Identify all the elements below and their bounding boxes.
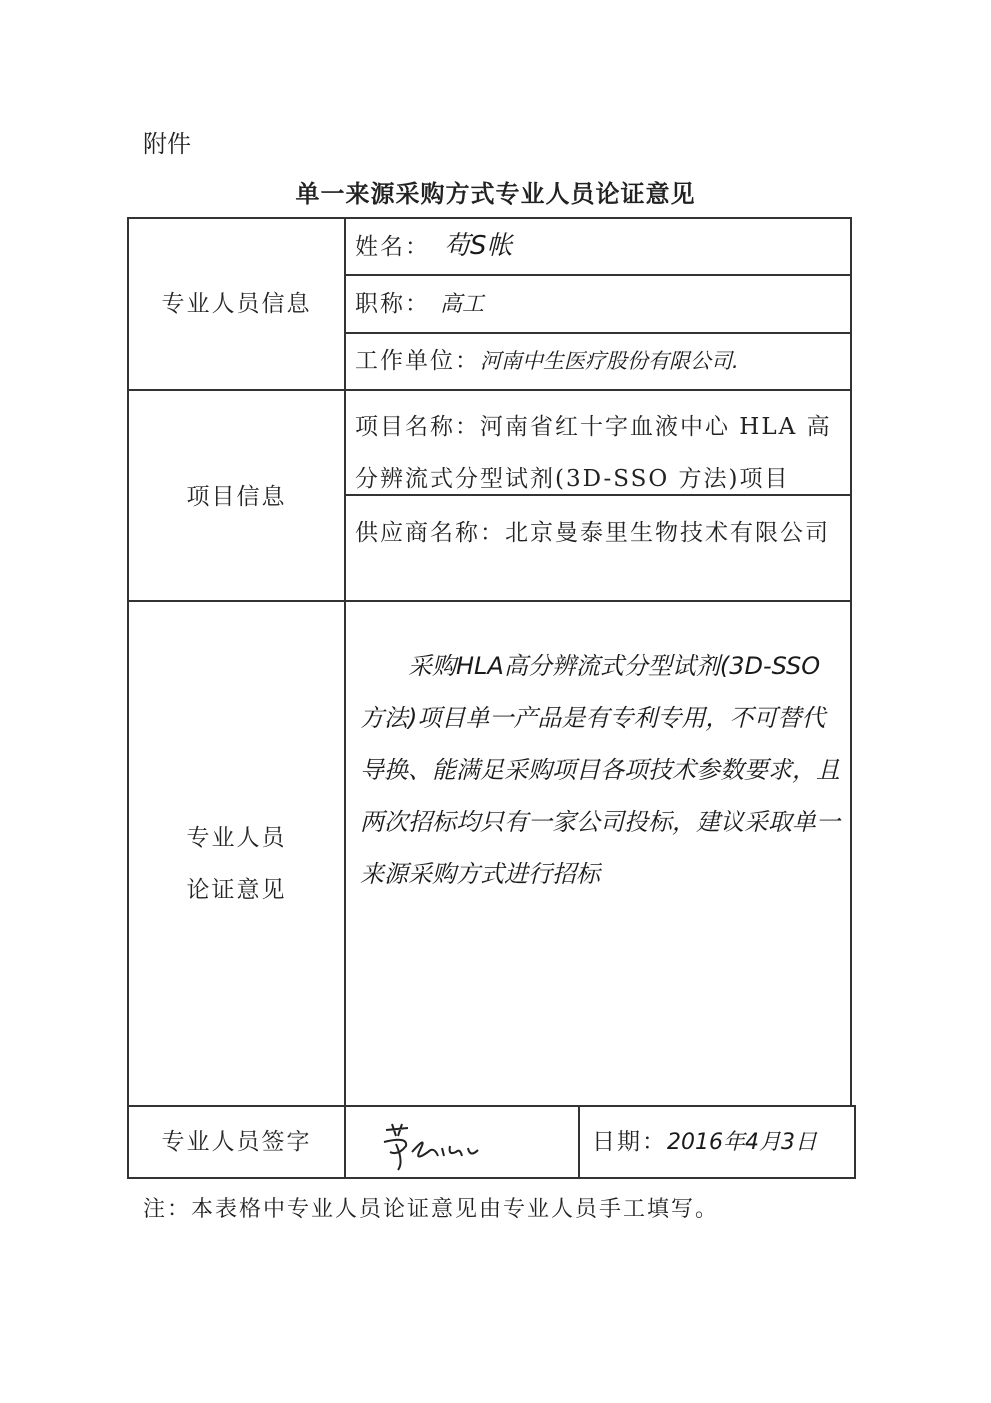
name-label: 姓名： [355, 234, 430, 260]
row-divider [127, 600, 851, 602]
supplier-name: 供应商名称：北京曼泰里生物技术有限公司 [355, 520, 830, 546]
row-divider [127, 389, 851, 391]
row-divider [127, 1105, 856, 1107]
opinion-label-line2: 论证意见 [186, 877, 287, 903]
table-border-right [850, 217, 852, 1107]
date-label: 日期： [592, 1129, 667, 1155]
unit-value: 河南中生医疗股份有限公司. [480, 349, 739, 373]
opinion-label-line1: 专业人员 [186, 825, 287, 851]
project-name: 项目名称：河南省红十字血液中心 HLA 高分辨流式分型试剂(3D-SSO 方法)项目 [355, 414, 832, 492]
footer-note: 注：本表格中专业人员论证意见由专业人员手工填写。 [143, 1197, 720, 1222]
project-info-label: 项目信息 [186, 484, 287, 510]
row-divider [345, 274, 851, 276]
name-value: 苟S帐 [444, 231, 513, 261]
signature [378, 1122, 568, 1180]
unit-label: 工作单位： [355, 348, 480, 374]
table-border-right-bottom [854, 1105, 856, 1179]
date-value: 2016年4月3日 [667, 1130, 817, 1155]
expert-info-label: 专业人员信息 [161, 291, 312, 317]
title-value: 高工 [440, 292, 485, 317]
column-divider [344, 217, 346, 1179]
row-divider [345, 332, 851, 334]
document-title: 单一来源采购方式专业人员论证意见 [295, 179, 696, 208]
opinion-text: 采购HLA高分辨流式分型试剂(3D-SSO方法)项目单一产品是有专利专用，不可替代导换、能满足采购项目各项技术参数要求，且两次招标均只有一家公司投标，建议采取单一来源采购方式进行招标 [360, 652, 840, 888]
date-divider [578, 1105, 580, 1179]
table-border-left [127, 217, 129, 1179]
attachment-label: 附件 [143, 130, 191, 158]
table-border-top [127, 217, 851, 219]
handwritten-signature-icon [378, 1122, 498, 1172]
signature-label: 专业人员签字 [161, 1129, 312, 1155]
title-label: 职称： [355, 291, 430, 317]
